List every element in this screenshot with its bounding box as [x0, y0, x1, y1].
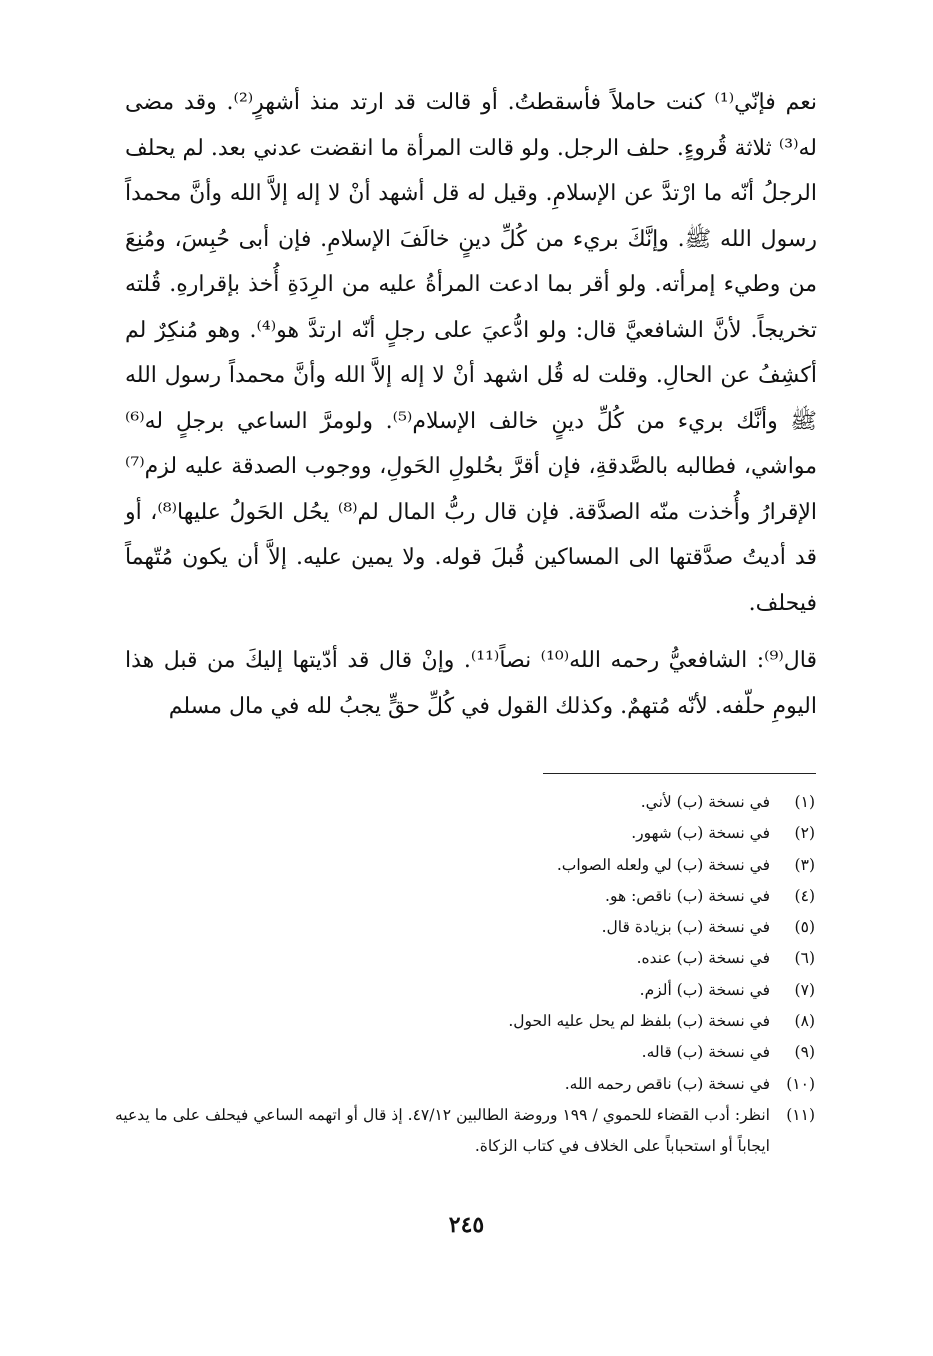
footnote-3 — [115, 850, 815, 881]
footnote-text: في نسخة (ب) بزيادة قال. — [601, 918, 770, 937]
footnote-1 — [115, 787, 815, 818]
footnote-2 — [115, 818, 815, 849]
footnote-7 — [115, 975, 815, 1006]
footnote-number: (٧) — [794, 980, 815, 999]
footnote-number: (١٠) — [786, 1074, 815, 1093]
footnote-4 — [115, 881, 815, 912]
footnote-9 — [115, 1037, 815, 1068]
footnote-number: (٣) — [794, 855, 815, 874]
footnote-number: (٥) — [794, 918, 815, 937]
footnote-number: (٤) — [794, 886, 815, 905]
footnote-6 — [115, 943, 815, 974]
footnote-number: (٩) — [794, 1043, 815, 1062]
paragraph-2: قال⁽⁹⁾: الشافعيُّ رحمه الله⁽¹⁰⁾ نصاً⁽¹¹⁾. وإنْ قال قد أدّيتها إليكَ من قبل هذا اليومِ حلّفه. لأنّه مُتهمٌ. وكذلك القول في كُلِّ حقٍّ يجبُ لله في مال مسلم — [125, 648, 817, 719]
footnote-number: (٦) — [794, 949, 815, 968]
footnote-number: (٨) — [794, 1012, 815, 1031]
footnote-text: في نسخة (ب) لي ولعله الصواب. — [556, 855, 770, 874]
footnote-11 — [115, 1100, 815, 1163]
main-text — [125, 80, 817, 729]
footnote-5 — [115, 912, 815, 943]
footnote-text: في نسخة (ب) شهور. — [631, 824, 770, 843]
footnote-number: (١١) — [786, 1105, 815, 1124]
footnote-text: في نسخة (ب) ناقص: هو. — [605, 886, 770, 905]
footnote-divider — [543, 773, 816, 774]
page-number: ٢٤٥ — [448, 1212, 485, 1238]
footnote-number: (١) — [794, 793, 815, 811]
footnote-number: (٢) — [794, 824, 815, 843]
footnote-10 — [115, 1069, 815, 1100]
paragraph-1: نعم فإنّي⁽¹⁾ كنت حاملاً فأسقطتُ. أو قالت قد ارتد منذ أشهرٍ⁽²⁾. وقد مضى له⁽³⁾ ثلاثة قُروءٍ. حلف الرجل. ولو قالت المرأة ما انقضت عدني بعد. لم يحلف الرجلُ أنّه ما ارْتدَّ عن الإسلامِ. وقيل له قل أشهد أنْ لا إله إلاَّ الله وأنَّ محمداً رسول الله ﷺ. وإنَّكَ بريء من كُلِّ دينٍ خالَفَ الإسلامِ. فإن أبى حُبِسَ، ومُنِعَ من وطيء إمرأته. ولو أقر بما ادعت المرأةُ عليه من الرِدَةِ أُخذ بإقرارهِ. قُلته تخريجاً. لأنَّ الشافعيَّ قال: ولو ادُّعيَ على رجلٍ أنّه ارتدَّ هو⁽⁴⁾. وهو مُنكِرٌ لم أكشِفُ عن الحالِ. وقلت له قُل اشهد أنْ لا إله إلاَّ الله وأنَّ محمداً رسول الله ﷺ وأنَّك بريء من كُلِّ دينٍ خالف الإسلام⁽⁵⁾. ولومرَّ الساعي برجلٍ له⁽⁶⁾ مواشي، فطالبه بالصَّدقةِ، فإن أقرَّ بحُلولِ الحَولِ، ووجوب الصدقة عليه لزم⁽⁷⁾ الإقرارُ وأُخذت منّه الصدَّقة. فإن قال ربُّ المال لم⁽⁸⁾ يحُل الحَولُ عليها⁽⁸⁾، أو قد أديتُ صدَّقتها الى المساكين قُبلَ قوله. ولا يمين عليه. إلاَّ أن يكون مُتّهماً فيحلف. — [125, 90, 817, 616]
footnote-text: في نسخة (ب) عنده. — [636, 949, 770, 968]
footnote-text: انظر: أدب القضاء للحموي / ١٩٩ وروضة الطالبين ٤٧/١٢. إذ قال أو اتهمه الساعي فيحلف على ما يدعيه ايجاباً أو استحباباً على الخلاف في كتاب الزكاة. — [115, 1105, 770, 1156]
footnotes — [115, 787, 815, 1163]
footnote-text: في نسخة (ب) قاله. — [641, 1043, 770, 1062]
footnote-text: في نسخة (ب) لأني. — [640, 793, 770, 811]
footnote-text: في نسخة (ب) ألزم. — [639, 980, 770, 999]
footnote-8 — [115, 1006, 815, 1037]
footnote-text: في نسخة (ب) ناقص رحمه الله. — [564, 1074, 770, 1093]
footnote-text: في نسخة (ب) بلفظ لم يحل عليه الحول. — [508, 1012, 770, 1031]
